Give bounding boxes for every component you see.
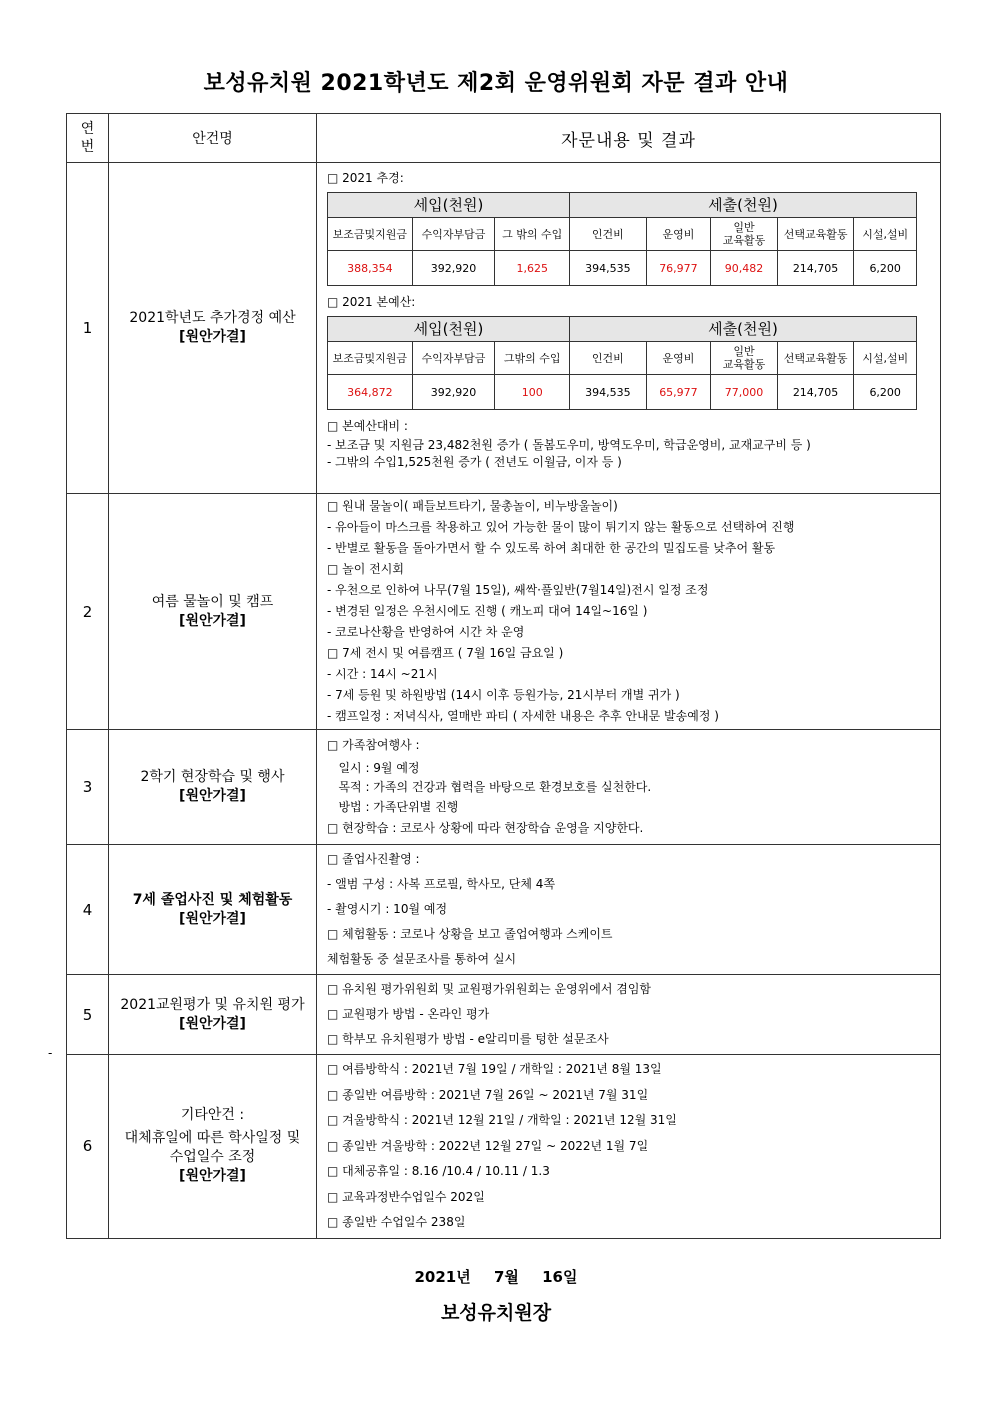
agenda-result: [원안가결] — [179, 1168, 246, 1185]
content-line: □ 놀이 전시회 — [327, 562, 404, 576]
val-facilities: 6,200 — [854, 375, 917, 410]
agenda-result: [원안가결] — [179, 910, 246, 927]
content-line: - 앨범 구성 : 사복 프로필, 학사모, 단체 4쪽 — [327, 877, 556, 891]
content-cell — [317, 845, 941, 975]
agenda-cell — [109, 163, 317, 494]
income-header: 세입(천원) — [328, 193, 570, 218]
header-content: 자문내용 및 결과 — [317, 114, 941, 163]
content-line: □ 가족참여행사 : — [327, 738, 420, 752]
note-line: □ 본예산대비 : — [327, 419, 408, 433]
row-number: 3 — [67, 730, 109, 845]
content-line: □ 교원평가 방법 - 온라인 평가 — [327, 1007, 490, 1021]
content-line: □ 대체공휴일 : 8.16 /10.4 / 10.11 / 1.3 — [327, 1164, 550, 1178]
val-beneficiary: 392,920 — [412, 251, 495, 286]
agenda-cell — [109, 975, 317, 1055]
content-cell — [317, 730, 941, 845]
content-line: 목적 : 가족의 건강과 협력을 바탕으로 환경보호를 실천한다. — [327, 780, 652, 794]
content-line: - 반별로 활동을 돌아가면서 할 수 있도록 하여 최대한 한 공간의 밀집도를 낮추어 활동 — [327, 541, 776, 555]
val-other-income: 100 — [495, 375, 570, 410]
content-cell — [317, 494, 941, 730]
agenda-result: [원안가결] — [179, 788, 246, 804]
agenda-title: 수업일수 조정 — [169, 1149, 256, 1166]
val-optional-edu: 214,705 — [777, 375, 854, 410]
results-table — [66, 113, 941, 1239]
table-row — [67, 730, 941, 845]
page-title: 보성유치원 2021학년도 제2회 운영위원회 자문 결과 안내 — [203, 71, 789, 96]
agenda-cell — [109, 494, 317, 730]
budget-table-revised — [327, 192, 917, 286]
content-line: - 시간 : 14시 ~21시 — [327, 667, 438, 681]
col-subsidy: 보조금및지원금 — [328, 342, 413, 375]
agenda-result: [원안가결] — [179, 329, 246, 345]
content-line: - 유아들이 마스크를 착용하고 있어 가능한 물이 많이 튀기지 않는 활동으로 선택하여 진행 — [327, 520, 795, 534]
agenda-title: 7세 졸업사진 및 체험활동 — [132, 891, 293, 908]
val-operating: 65,977 — [646, 375, 711, 410]
val-operating: 76,977 — [646, 251, 711, 286]
content-line: - 캠프일정 : 저녁식사, 열매반 파티 ( 자세한 내용은 추후 안내문 발송예정 ) — [327, 709, 719, 723]
col-other-income: 그 밖의 수입 — [495, 218, 570, 251]
val-facilities: 6,200 — [854, 251, 917, 286]
content-line: - 촬영시기 : 10월 예정 — [327, 902, 448, 916]
budget-table-original — [327, 316, 917, 410]
content-line: □ 7세 전시 및 여름캠프 ( 7월 16일 금요일 ) — [327, 646, 564, 660]
col-general-edu: 일반 교육활동 — [711, 342, 778, 375]
content-cell — [317, 163, 941, 494]
note-line: - 그밖의 수입1,525천원 증가 ( 전년도 이월금, 이자 등 ) — [327, 455, 622, 469]
agenda-title: 2021학년도 추가경정 예산 — [129, 310, 296, 326]
agenda-result: [원안가결] — [179, 1015, 246, 1032]
table-row — [67, 975, 941, 1055]
row-number: 5 — [67, 975, 109, 1055]
content-cell — [317, 1055, 941, 1239]
content-line: □ 종일반 겨울방학 : 2022년 12월 27일 ~ 2022년 1월 7일 — [327, 1138, 649, 1153]
val-beneficiary: 392,920 — [412, 375, 495, 410]
content-line: □ 원내 물놀이( 패들보트타기, 물총놀이, 비누방울놀이) — [327, 499, 618, 513]
col-operating: 운영비 — [646, 342, 711, 375]
agenda-title: 기타안건 : — [180, 1107, 245, 1124]
footer-signatory: 보성유치원장 — [440, 1302, 552, 1324]
table-row — [67, 1055, 941, 1239]
table-header — [67, 114, 941, 163]
agenda-title: 여름 물놀이 및 캠프 — [151, 593, 274, 610]
content-line: 체험활동 중 설문조사를 통하여 실시 — [327, 952, 517, 966]
content-line: 일시 : 9월 예정 — [327, 761, 420, 775]
col-beneficiary: 수익자부담금 — [412, 218, 495, 251]
content-line: □ 여름방학식 : 2021년 7월 19일 / 개학일 : 2021년 8월 13일 — [327, 1062, 662, 1076]
table-row — [67, 494, 941, 730]
budget-label: □ 2021 본예산: — [327, 295, 416, 309]
content-line: - 7세 등원 및 하원방법 (14시 이후 등원가능, 21시부터 개별 귀가 ) — [327, 688, 680, 702]
agenda-cell — [109, 730, 317, 845]
agenda-title: 2021교원평가 및 유치원 평가 — [120, 996, 305, 1013]
content-line: □ 현장학습 : 코로사 상황에 따라 현장학습 운영을 지양한다. — [327, 821, 644, 835]
col-operating: 운영비 — [646, 218, 711, 251]
row-number: 1 — [67, 163, 109, 494]
val-general-edu: 90,482 — [711, 251, 778, 286]
row-number: 2 — [67, 494, 109, 730]
val-other-income: 1,625 — [495, 251, 570, 286]
col-other-income: 그밖의 수입 — [495, 342, 570, 375]
agenda-cell — [109, 845, 317, 975]
col-beneficiary: 수익자부담금 — [412, 342, 495, 375]
val-personnel: 394,535 — [570, 375, 647, 410]
val-personnel: 394,535 — [570, 251, 647, 286]
content-line: □ 겨울방학식 : 2021년 12월 21일 / 개학일 : 2021년 12월 31일 — [327, 1113, 677, 1127]
table-row — [67, 163, 941, 494]
col-facilities: 시설,설비 — [854, 342, 917, 375]
col-personnel: 인건비 — [570, 342, 647, 375]
val-subsidy: 388,354 — [328, 251, 413, 286]
note-line: - 보조금 및 지원금 23,482천원 증가 ( 돌봄도우미, 방역도우미, 학급운영비, 교재교구비 등 ) — [327, 438, 811, 452]
footer-date: 2021년 7월 16일 — [414, 1268, 578, 1286]
agenda-result: [원안가결] — [179, 612, 246, 629]
col-subsidy: 보조금및지원금 — [328, 218, 413, 251]
col-general-edu: 일반 교육활동 — [711, 218, 778, 251]
content-line: □ 종일반 여름방학 : 2021년 7월 26일 ~ 2021년 7월 31일 — [327, 1087, 649, 1102]
row-number: 6 — [67, 1055, 109, 1239]
income-header: 세입(천원) — [328, 317, 570, 342]
content-line: □ 유치원 평가위원회 및 교원평가위원회는 운영위에서 겸임함 — [327, 982, 652, 996]
val-general-edu: 77,000 — [711, 375, 778, 410]
agenda-title: 2학기 현장학습 및 행사 — [140, 769, 285, 785]
header-agenda: 안건명 — [109, 114, 317, 163]
content-line: □ 교육과정반수업일수 202일 — [327, 1189, 485, 1204]
col-personnel: 인건비 — [570, 218, 647, 251]
content-line: 방법 : 가족단위별 진행 — [327, 800, 459, 814]
row-number: 4 — [67, 845, 109, 975]
col-optional-edu: 선택교육활동 — [777, 342, 854, 375]
col-facilities: 시설,설비 — [854, 218, 917, 251]
table-row — [67, 845, 941, 975]
content-cell — [317, 975, 941, 1055]
col-optional-edu: 선택교육활동 — [777, 218, 854, 251]
margin-mark: - — [48, 1046, 53, 1060]
content-line: - 코로나산황을 반영하여 시간 차 운영 — [327, 625, 525, 639]
content-line: □ 체험활동 : 코로나 상황을 보고 졸업여행과 스케이트 — [327, 927, 613, 941]
content-line: □ 종일반 수업일수 238일 — [327, 1215, 466, 1229]
content-line: - 변경된 일정은 우천시에도 진행 ( 캐노피 대여 14일~16일 ) — [327, 604, 648, 618]
budget-label: □ 2021 추경: — [327, 171, 404, 185]
val-subsidy: 364,872 — [328, 375, 413, 410]
agenda-cell — [109, 1055, 317, 1239]
val-optional-edu: 214,705 — [777, 251, 854, 286]
content-line: □ 졸업사진촬영 : — [327, 852, 420, 866]
content-line: - 우천으로 인하여 나무(7월 15일), 쌔싹·풀잎반(7월14일)전시 일정 조정 — [327, 583, 709, 597]
expense-header: 세출(천원) — [570, 193, 917, 218]
expense-header: 세출(천원) — [570, 317, 917, 342]
content-line: □ 학부모 유치원평가 방법 - e알리미를 텅한 설문조사 — [327, 1032, 609, 1046]
header-no: 연 번 — [67, 114, 109, 163]
agenda-title: 대체휴일에 따른 학사일정 및 — [124, 1130, 301, 1147]
